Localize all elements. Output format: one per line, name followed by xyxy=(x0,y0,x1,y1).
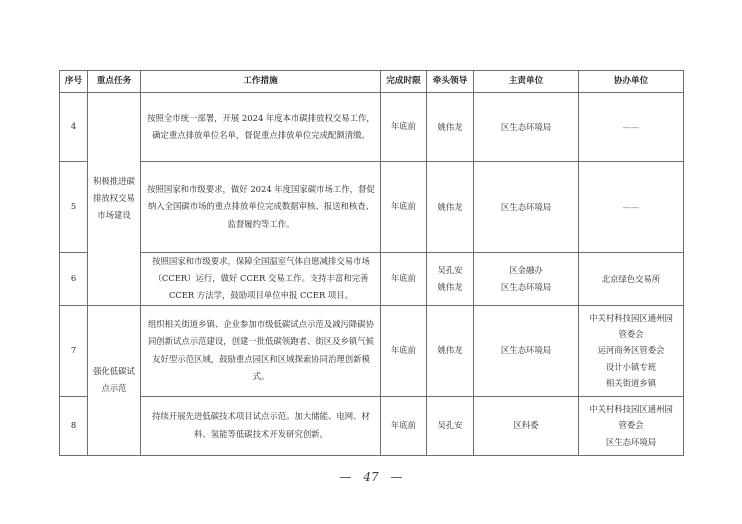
assist-unit-name: 中关村科技园区通州园管委会 xyxy=(589,312,673,340)
key-task-text: 强化低碳试点示范 xyxy=(93,365,135,394)
leader-name: 吴孔安 xyxy=(437,265,463,276)
lead-leader xyxy=(427,253,474,306)
header-lead-leader: 牵头领导 xyxy=(427,71,474,93)
assist-unit xyxy=(579,253,684,306)
leader-name: 姚伟龙 xyxy=(437,201,463,212)
header-index: 序号 xyxy=(60,71,88,93)
assist-unit-name: 区生态环境局 xyxy=(605,436,657,447)
table-row xyxy=(60,396,684,455)
lead-leader xyxy=(427,162,474,253)
row-index: 8 xyxy=(60,396,88,455)
lead-unit xyxy=(474,253,579,306)
page-number-dash-left: — xyxy=(339,470,352,484)
header-measures: 工作措施 xyxy=(141,71,381,93)
header-key-task: 重点任务 xyxy=(88,71,141,93)
row-index: 5 xyxy=(60,162,88,253)
assist-unit xyxy=(579,396,684,455)
assist-unit-name: 运河商务区管委会 xyxy=(597,345,665,356)
lead-unit-name: 区金融办 xyxy=(509,265,543,276)
assist-unit-name: —— xyxy=(622,121,640,132)
header-deadline: 完成时限 xyxy=(381,71,427,93)
measure-text: 组织相关街道乡镇、企业参加市级低碳试点示范及减污降碳协同创新试点示范建设，创建一批低碳领跑者、街区及乡镇气候友好型示范区域，鼓励重点园区和区域探索协同治理创新模式。 xyxy=(141,305,381,396)
deadline: 年底前 xyxy=(381,162,427,253)
row-index: 4 xyxy=(60,93,88,162)
assist-unit-name: 设计小镇专班 xyxy=(605,361,657,372)
row-index: 7 xyxy=(60,305,88,396)
leader-name: 吴孔安 xyxy=(437,420,463,431)
key-task-cell xyxy=(88,305,141,455)
assist-unit-name: 相关街道乡镇 xyxy=(605,378,657,389)
table-header-row xyxy=(60,71,684,93)
measure-text: 按照国家和市级要求，做好 2024 年度国家碳市场工作，督促纳入全国碳市场的重点排放单位完成数据审核、报送和核查、监督履约等工作。 xyxy=(141,162,381,253)
lead-leader xyxy=(427,396,474,455)
assist-unit xyxy=(579,305,684,396)
lead-unit-name: 区生态环境局 xyxy=(500,281,552,292)
page-number-value: 47 xyxy=(363,470,379,484)
key-task-cell xyxy=(88,93,141,306)
header-assist-unit: 协办单位 xyxy=(579,71,684,93)
deadline: 年底前 xyxy=(381,396,427,455)
lead-unit-name: 区生态环境局 xyxy=(500,345,552,356)
table-row xyxy=(60,93,684,162)
deadline: 年底前 xyxy=(381,93,427,162)
lead-unit xyxy=(474,396,579,455)
lead-unit-name: 区科委 xyxy=(513,420,539,431)
table-row xyxy=(60,253,684,306)
assist-unit xyxy=(579,162,684,253)
key-task-text: 积极推进碳排放权交易市场建设 xyxy=(93,176,135,221)
measure-text: 按照全市统一部署，开展 2024 年度本市碳排放权交易工作，确定重点排放单位名单，督促重点排放单位完成配额清缴。 xyxy=(141,93,381,162)
page-number xyxy=(0,470,742,484)
row-index: 6 xyxy=(60,253,88,306)
assist-unit xyxy=(579,93,684,162)
leader-name: 姚伟龙 xyxy=(437,281,463,292)
lead-unit xyxy=(474,162,579,253)
lead-unit-name: 区生态环境局 xyxy=(500,121,552,132)
table-row xyxy=(60,162,684,253)
leader-name: 姚伟龙 xyxy=(437,121,463,132)
leader-name: 姚伟龙 xyxy=(437,345,463,356)
assist-unit-name: 北京绿色交易所 xyxy=(601,273,661,284)
lead-leader xyxy=(427,305,474,396)
lead-leader xyxy=(427,93,474,162)
deadline: 年底前 xyxy=(381,305,427,396)
table-row xyxy=(60,305,684,396)
deadline: 年底前 xyxy=(381,253,427,306)
lead-unit xyxy=(474,93,579,162)
assist-unit-name: 中关村科技园区通州园管委会 xyxy=(589,404,673,431)
work-plan-table xyxy=(59,70,684,456)
lead-unit-name: 区生态环境局 xyxy=(500,201,552,212)
header-lead-unit: 主责单位 xyxy=(474,71,579,93)
measure-text: 按照国家和市级要求，保障全国温室气体自愿减排交易市场（CCER）运行，做好 CCER 交易工作。支持丰富和完善 CCER 方法学，鼓励项目单位申报 CCER 项目。 xyxy=(141,253,381,306)
assist-unit-name: —— xyxy=(622,201,640,212)
measure-text: 持续开展先进低碳技术项目试点示范。加大储能、电网、材料、氢能等低碳技术开发研究创新。 xyxy=(141,396,381,455)
lead-unit xyxy=(474,305,579,396)
page-number-dash-right: — xyxy=(390,470,403,484)
